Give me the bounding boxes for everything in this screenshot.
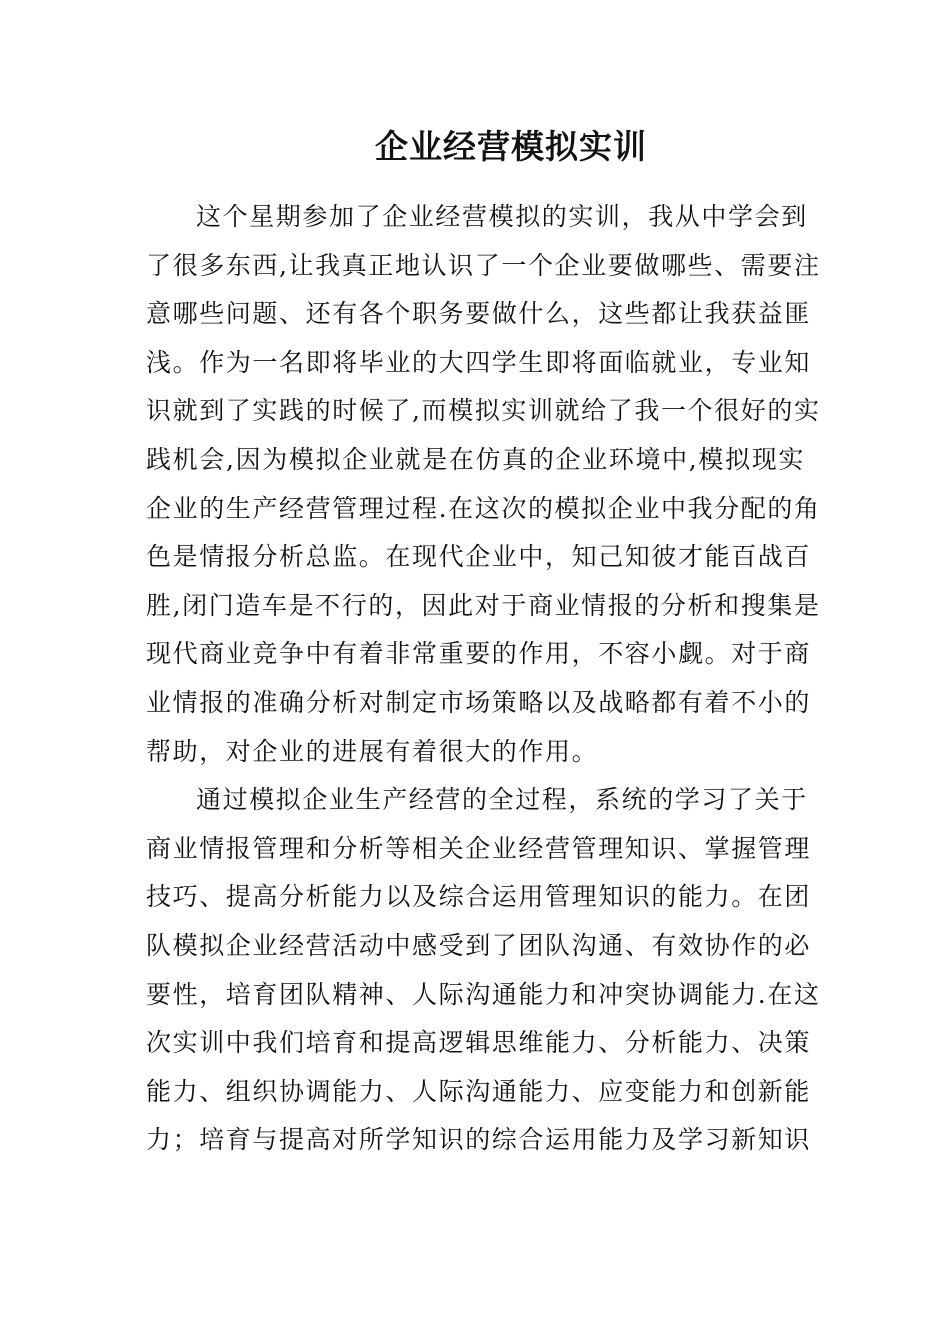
paragraph-1 <box>146 193 821 776</box>
text-line: 这个星期参加了企业经营模拟的实训，我从中学会到 <box>196 202 808 231</box>
document-title: 企业经营模拟实训 <box>375 127 647 166</box>
text-line: 现代商业竞争中有着非常重要的作用，不容小觑。对于商 <box>146 639 812 669</box>
text-line: 企业的生产经营管理过程.在这次的模拟企业中我分配的角 <box>146 493 821 523</box>
text-line: 业情报的准确分析对制定市场策略以及战略都有着不小的 <box>146 687 812 717</box>
text-line: 践机会,因为模拟企业就是在仿真的企业环境中,模拟现实 <box>146 444 805 474</box>
text-line: 了很多东西,让我真正地认识了一个企业要做哪些、需要注 <box>146 250 821 280</box>
document-body <box>146 193 821 1165</box>
text-line: 帮助，对企业的进展有着很大的作用。 <box>146 736 599 766</box>
text-line: 技巧、提高分析能力以及综合运用管理知识的能力。在团 <box>146 882 812 912</box>
text-line: 识就到了实践的时候了,而模拟实训就给了我一个很好的实 <box>146 396 821 426</box>
text-line: 力；培育与提高对所学知识的综合运用能力及学习新知识 <box>146 1125 812 1155</box>
text-line: 能力、组织协调能力、人际沟通能力、应变能力和创新能 <box>146 1076 812 1106</box>
text-line: 次实训中我们培育和提高逻辑思维能力、分析能力、决策 <box>146 1028 812 1058</box>
paragraph-2 <box>146 776 821 1165</box>
text-line: 胜,闭门造车是不行的，因此对于商业情报的分析和搜集是 <box>146 590 821 620</box>
text-line: 色是情报分析总监。在现代企业中，知己知彼才能百战百 <box>146 542 812 572</box>
text-line: 浅。作为一名即将毕业的大四学生即将面临就业，专业知 <box>146 347 812 377</box>
text-line: 要性，培育团队精神、人际沟通能力和冲突协调能力.在这 <box>146 979 821 1009</box>
text-line: 通过模拟企业生产经营的全过程，系统的学习了关于 <box>196 785 808 815</box>
text-line: 商业情报管理和分析等相关企业经营管理知识、掌握管理 <box>146 833 812 863</box>
text-line: 意哪些问题、还有各个职务要做什么，这些都让我获益匪 <box>146 299 812 329</box>
text-line: 队模拟企业经营活动中感受到了团队沟通、有效协作的必 <box>146 930 812 960</box>
